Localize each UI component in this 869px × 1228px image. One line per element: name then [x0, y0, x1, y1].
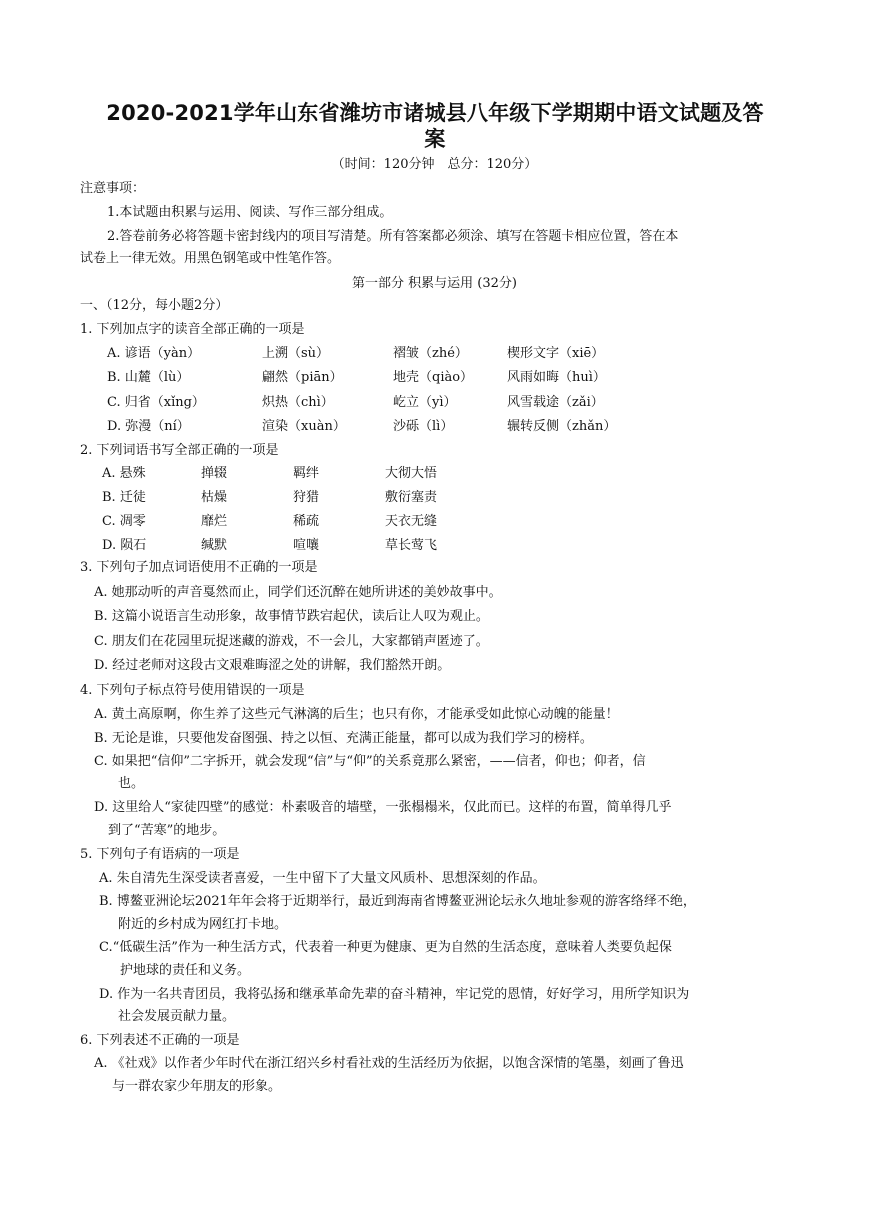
notice-heading: 注意事项： — [80, 181, 146, 196]
q5-option-d: D. 作为一名共青团员，我将弘扬和继承革命先辈的奋斗精神，牢记党的恩情，好好学习，用所学知识为 — [99, 987, 690, 1002]
section1-heading: 一、（12分，每小题2分） — [80, 298, 229, 313]
q5-option-c-cont: 护地球的责任和义务。 — [120, 963, 251, 978]
q2-cell: 靡烂 — [201, 514, 228, 529]
document-title-line2: 案 — [424, 127, 446, 151]
q2-stem: 2. 下列词语书写全部正确的一项是 — [80, 443, 279, 458]
q1-cell: 上溯（sù） — [262, 346, 330, 361]
q4-option-c-cont: 也。 — [118, 776, 145, 791]
q3-option-d: D. 经过老师对这段古文艰难晦涩之处的讲解，我们豁然开朗。 — [94, 658, 451, 673]
q2-cell: 枯燥 — [201, 490, 228, 505]
q2-cell: 草长莺飞 — [385, 538, 438, 553]
q1-cell: C. 归省（xǐng） — [107, 395, 205, 410]
q1-cell: 风雨如晦（huì） — [507, 370, 606, 385]
notice-item-2-cont: 试卷上一律无效。用黑色钢笔或中性笔作答。 — [80, 251, 341, 266]
notice-item-1: 1.本试题由积累与运用、阅读、写作三部分组成。 — [107, 205, 393, 220]
q2-cell: 羁绊 — [293, 466, 320, 481]
q6-option-a: A. 《社戏》以作者少年时代在浙江绍兴乡村看社戏的生活经历为依据，以饱含深情的笔墨，刻画了鲁迅 — [94, 1056, 684, 1071]
q2-cell: 稀疏 — [293, 514, 320, 529]
q5-option-a: A. 朱自清先生深受读者喜爱，一生中留下了大量文风质朴、思想深刻的作品。 — [99, 871, 546, 886]
q4-option-b: B. 无论是谁，只要他发奋图强、持之以恒、充满正能量，都可以成为我们学习的榜样。 — [94, 731, 593, 746]
q4-option-c: C. 如果把“信仰”二字拆开，就会发现“信”与“仰”的关系竟那么紧密，——信者，仰也；仰者，信 — [94, 754, 646, 769]
q1-cell: 褶皱（zhé） — [393, 346, 468, 361]
q2-cell: 喧嚷 — [293, 538, 320, 553]
q5-option-b-cont: 附近的乡村成为网红打卡地。 — [118, 917, 288, 932]
q1-cell: A. 谚语（yàn） — [107, 346, 201, 361]
q1-cell: 风雪载途（zǎi） — [507, 395, 604, 410]
q2-cell: C. 凋零 — [102, 514, 146, 529]
q5-option-c: C.“低碳生活”作为一种生活方式，代表着一种更为健康、更为自然的生活态度，意味着人类要负起保 — [99, 940, 672, 955]
q4-option-a: A. 黄土高原啊，你生养了这些元气淋漓的后生；也只有你，才能承受如此惊心动魄的能量！ — [94, 707, 619, 722]
q2-cell: 掸辍 — [201, 466, 228, 481]
q4-stem: 4. 下列句子标点符号使用错误的一项是 — [80, 683, 305, 698]
q5-option-b: B. 博鳌亚洲论坛2021年年会将于近期举行，最近到海南省博鳌亚洲论坛永久地址参观的游客络绎不绝， — [99, 894, 696, 909]
q1-cell: 屹立（yì） — [393, 395, 457, 410]
q5-stem: 5. 下列句子有语病的一项是 — [80, 847, 240, 862]
q1-cell: 翩然（piān） — [262, 370, 343, 385]
q1-cell: D. 弥漫（ní） — [107, 419, 190, 434]
q1-cell: B. 山麓（lù） — [107, 370, 190, 385]
q2-cell: 狩猎 — [293, 490, 320, 505]
q2-cell: D. 陨石 — [102, 538, 147, 553]
document-title-line1: 2020-2021学年山东省潍坊市诸城县八年级下学期期中语文试题及答 — [106, 101, 764, 125]
q6-option-a-cont: 与一群农家少年朋友的形象。 — [112, 1079, 282, 1094]
q5-option-d-cont: 社会发展贡献力量。 — [118, 1009, 236, 1024]
q2-cell: 敷衍塞责 — [385, 490, 438, 505]
q6-stem: 6. 下列表述不正确的一项是 — [80, 1033, 240, 1048]
q1-cell: 炽热（chì） — [262, 395, 334, 410]
q2-cell: A. 悬殊 — [102, 466, 146, 481]
q3-stem: 3. 下列句子加点词语使用不正确的一项是 — [80, 560, 318, 575]
q4-option-d: D. 这里给人“家徒四壁”的感觉：朴素吸音的墙壁，一张榻榻米，仅此而已。这样的布置，简单得几乎 — [94, 800, 672, 815]
q1-cell: 楔形文字（xiē） — [507, 346, 605, 361]
notice-item-2: 2.答卷前务必将答题卡密封线内的项目写清楚。所有答案都必须涂、填写在答题卡相应位置，答在本 — [107, 229, 679, 244]
q2-cell: 缄默 — [201, 538, 228, 553]
q2-cell: B. 迁徒 — [102, 490, 146, 505]
q3-option-c: C. 朋友们在花园里玩捉迷藏的游戏，不一会儿，大家都销声匿迹了。 — [94, 634, 489, 649]
q1-cell: 地壳（qiào） — [393, 370, 474, 385]
part1-heading: 第一部分 积累与运用 (32分) — [352, 276, 517, 291]
q1-cell: 渲染（xuàn） — [262, 419, 346, 434]
exam-time-info: （时间：120分钟 总分：120分） — [331, 157, 538, 172]
q1-cell: 辗转反侧（zhǎn） — [507, 419, 617, 434]
q1-stem: 1. 下列加点字的读音全部正确的一项是 — [80, 322, 305, 337]
q1-cell: 沙砾（lì） — [393, 419, 454, 434]
q4-option-d-cont: 到了“苦寒”的地步。 — [108, 823, 226, 838]
q2-cell: 天衣无缝 — [385, 514, 438, 529]
q3-option-a: A. 她那动听的声音戛然而止，同学们还沉醉在她所讲述的美妙故事中。 — [94, 585, 502, 600]
q2-cell: 大彻大悟 — [385, 466, 438, 481]
q3-option-b: B. 这篇小说语言生动形象，故事情节跌宕起伏，读后让人叹为观止。 — [94, 609, 489, 624]
